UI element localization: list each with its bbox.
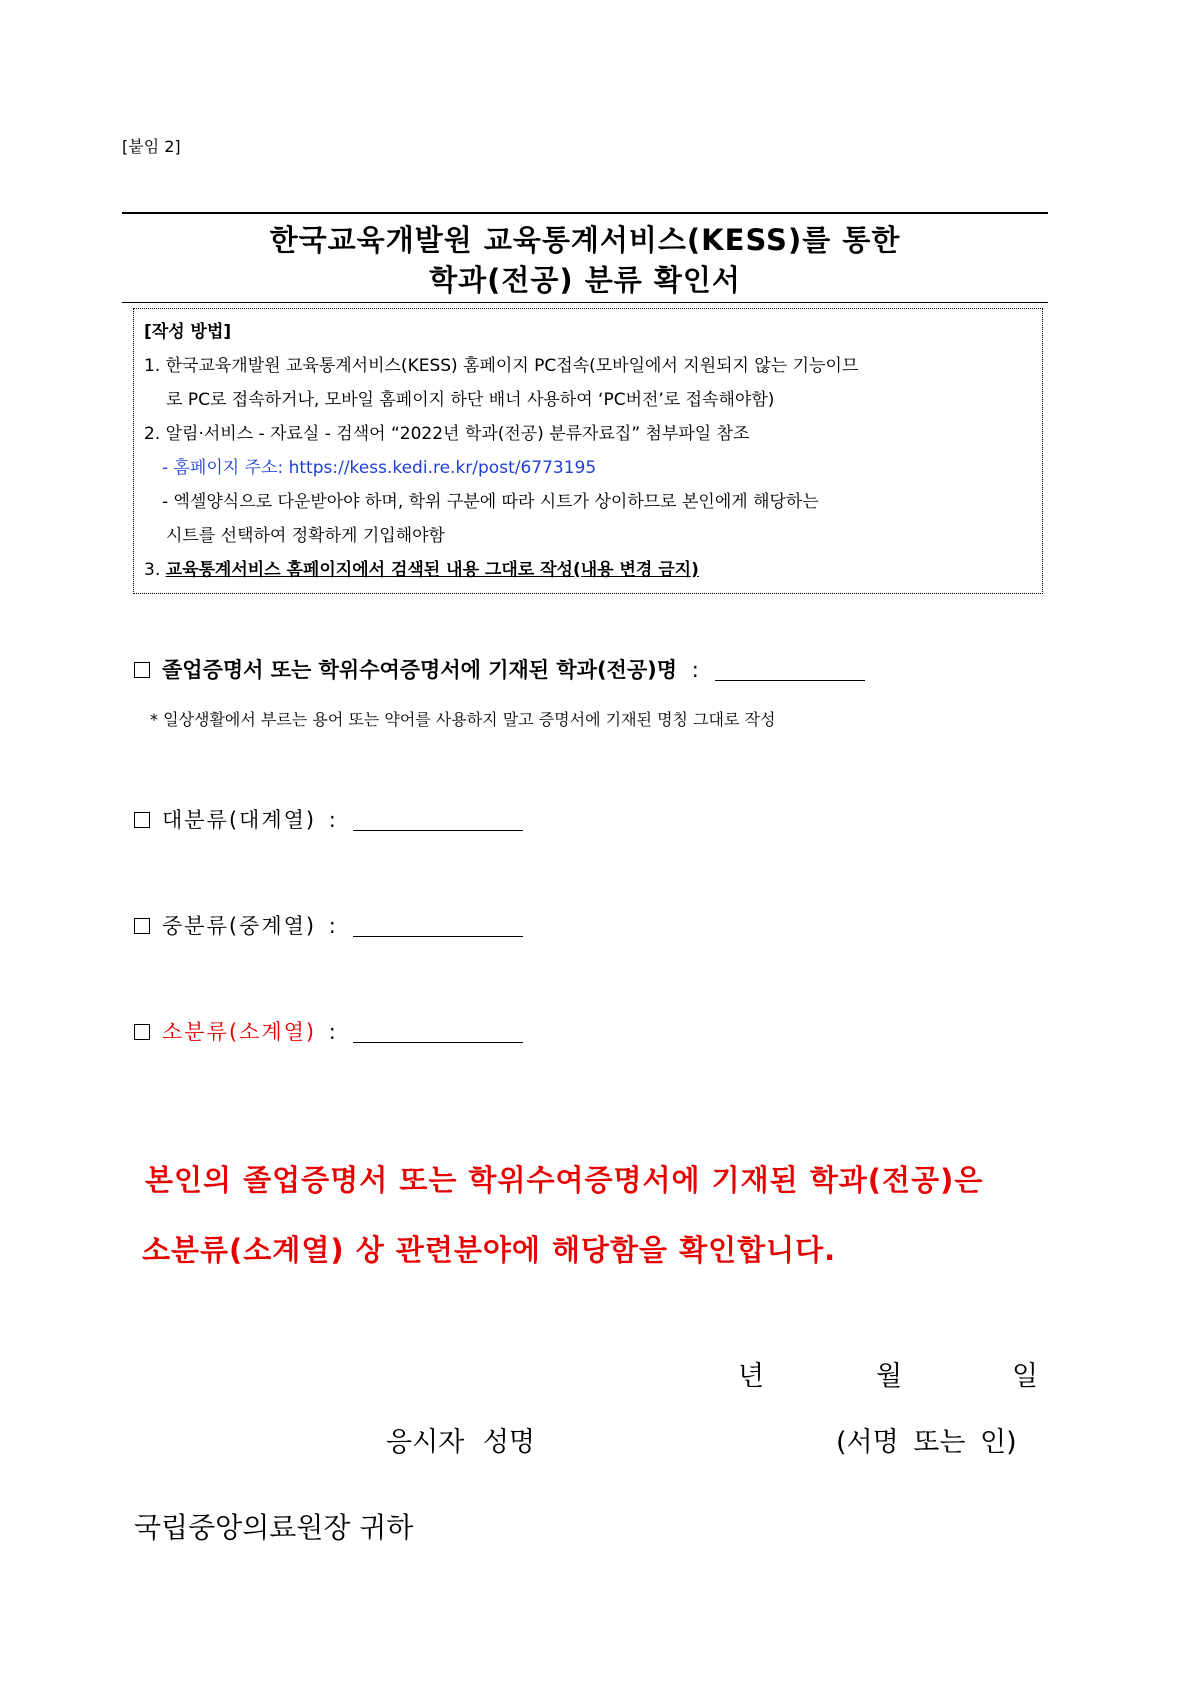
attachment-label: [붙임 2] (122, 137, 181, 156)
guide-heading: [작성 방법] (144, 322, 232, 342)
addressee: 국립중앙의료원장 귀하 (134, 1511, 414, 1544)
mid-category-field (134, 910, 523, 940)
guide-item-1: 1. 한국교육개발원 교육통계서비스(KESS) 홈페이지 PC접속(모바일에서 지원되지 않는 기능이므 (144, 356, 859, 376)
major-name-note: * 일상생활에서 부르는 용어 또는 약어를 사용하지 말고 증명서에 기재된 명칭 그대로 작성 (150, 710, 776, 729)
major-name-input-line[interactable] (715, 660, 865, 681)
guide-homepage-line (144, 451, 1032, 485)
colon: : (328, 914, 336, 938)
date-day: 일 (1012, 1361, 1039, 1392)
signature-stamp-label: (서명 또는 인) (836, 1427, 1017, 1458)
guide-item-3-number: 3. (144, 560, 161, 580)
checkbox-square-icon[interactable] (134, 662, 150, 678)
guide-item-3-text: 교육통계서비스 홈페이지에서 검색된 내용 그대로 작성(내용 변경 금지) (165, 560, 699, 580)
title-top-rule (122, 212, 1048, 214)
guide-item-3 (144, 553, 1032, 587)
guide-excel-note: - 엑셀양식으로 다운받아야 하며, 학위 구분에 따라 시트가 상이하므로 본인에게 해당하는 (162, 492, 819, 512)
date-month: 월 (876, 1361, 903, 1392)
large-category-field (134, 804, 523, 834)
small-category-field (134, 1016, 523, 1046)
homepage-url-link[interactable]: https://kess.kedi.re.kr/post/6773195 (288, 458, 597, 478)
mid-category-input-line[interactable] (353, 916, 523, 937)
colon: : (691, 658, 699, 682)
guide-item-1-cont: 로 PC로 접속하거나, 모바일 홈페이지 하단 배너 사용하여 ‘PC버전’로 접속해야함) (166, 390, 775, 410)
small-category-label: 소분류(소계열) (162, 1020, 317, 1044)
small-category-input-line[interactable] (353, 1022, 523, 1043)
checkbox-square-icon[interactable] (134, 1024, 150, 1040)
guide-excel-note-cont: 시트를 선택하여 정확하게 기입해야함 (166, 526, 445, 546)
large-category-label: 대분류(대계열) (162, 808, 317, 832)
writing-guide-box (133, 308, 1043, 594)
homepage-label: - 홈페이지 주소: (162, 458, 284, 478)
colon: : (328, 808, 336, 832)
title-bottom-rule (122, 302, 1048, 303)
confirmation-line2: 소분류(소계열) 상 관련분야에 해당함을 확인합니다. (142, 1233, 837, 1267)
colon: : (328, 1020, 336, 1044)
confirmation-line1: 본인의 졸업증명서 또는 학위수여증명서에 기재된 학과(전공)은 (145, 1163, 984, 1197)
applicant-name-label: 응시자 성명 (386, 1427, 535, 1458)
large-category-input-line[interactable] (353, 810, 523, 831)
major-name-label: 졸업증명서 또는 학위수여증명서에 기재된 학과(전공)명 (162, 658, 678, 682)
document-title-line2: 학과(전공) 분류 확인서 (429, 263, 741, 297)
major-name-field (134, 654, 865, 684)
date-year: 년 (738, 1361, 765, 1392)
mid-category-label: 중분류(중계열) (162, 914, 317, 938)
checkbox-square-icon[interactable] (134, 918, 150, 934)
checkbox-square-icon[interactable] (134, 812, 150, 828)
document-title-line1: 한국교육개발원 교육통계서비스(KESS)를 통한 (269, 223, 901, 257)
guide-item-2: 2. 알림·서비스 - 자료실 - 검색어 “2022년 학과(전공) 분류자료집” 첨부파일 참조 (144, 424, 750, 444)
